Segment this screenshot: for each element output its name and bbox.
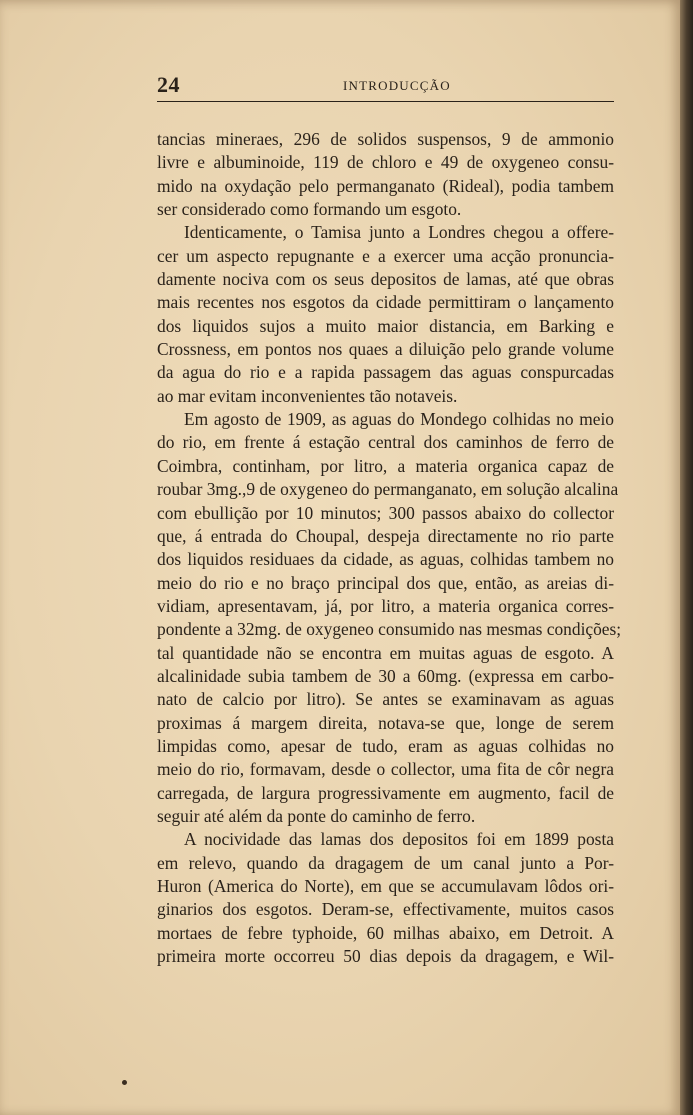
text-line: meio do rio, formavam, desde o collector, uma fita de côr negra bbox=[157, 759, 614, 780]
text-line: dos liquidos sujos a muito maior distancia, em Barking e bbox=[157, 315, 614, 336]
text-line: livre e albuminoide, 119 de chloro e 49 de oxygeneo consu- bbox=[157, 152, 614, 173]
text-line: ao mar evitam inconvenientes tão notaveis. bbox=[157, 385, 458, 406]
text-line: primeira morte occorreu 50 dias depois da dragagem, e Wil- bbox=[157, 946, 614, 967]
text-line: Em agosto de 1909, as aguas do Mondego colhidas no meio bbox=[184, 409, 614, 430]
text-line: Coimbra, continham, por litro, a materia organica capaz de bbox=[157, 455, 614, 476]
text-line: roubar 3mg.,9 de oxygeneo do permanganato, em solução alcalina bbox=[157, 479, 619, 500]
text-line: seguir até além da ponte do caminho de ferro. bbox=[157, 805, 476, 826]
text-line: da agua do rio e a rapida passagem das aguas conspurcadas bbox=[157, 362, 614, 383]
text-line: mais recentes nos esgotos da cidade permittiram o lançamento bbox=[157, 292, 614, 313]
header-rule bbox=[157, 101, 614, 102]
body-text bbox=[157, 128, 622, 968]
book-spine-edge bbox=[680, 0, 693, 1115]
text-line: meio do rio e no braço principal dos que, então, as areias di- bbox=[157, 572, 614, 593]
text-line: Huron (America do Norte), em que se accumulavam lôdos ori- bbox=[157, 876, 614, 896]
text-line: tancias mineraes, 296 de solidos suspensos, 9 de ammonio bbox=[157, 129, 614, 149]
page-number: 24 bbox=[157, 72, 180, 97]
text-line: em relevo, quando da dragagem de um canal junto a Por- bbox=[157, 852, 614, 873]
text-line: proximas á margem direita, notava-se que, longe de serem bbox=[157, 712, 614, 733]
text-line: dos liquidos residuaes da cidade, as aguas, colhidas tambem no bbox=[157, 549, 614, 570]
text-line: ser considerado como formando um esgoto. bbox=[157, 199, 462, 220]
text-line: alcalinidade subia tambem de 30 a 60mg. (expressa em carbo- bbox=[157, 665, 614, 686]
text-line: Crossness, em pontos nos quaes a diluição pelo grande volume bbox=[157, 339, 614, 360]
text-line: tal quantidade não se encontra em muitas aguas de esgoto. A bbox=[157, 642, 614, 663]
running-title: INTRODUCÇÃO bbox=[343, 78, 451, 93]
text-line: Identicamente, o Tamisa junto a Londres chegou a offere- bbox=[184, 222, 614, 243]
page-header bbox=[157, 72, 614, 100]
text-line: que, á entrada do Choupal, despeja directamente no rio parte bbox=[157, 525, 614, 546]
text-line: do rio, em frente á estação central dos caminhos de ferro de bbox=[157, 432, 614, 453]
text-line: damente nociva com os seus depositos de lamas, até que obras bbox=[157, 269, 614, 290]
text-line: ginarios dos esgotos. Deram-se, effectivamente, muitos casos bbox=[157, 899, 614, 920]
text-line: nato de calcio por litro). Se antes se examinavam as aguas bbox=[157, 689, 614, 710]
text-line: A nocividade das lamas dos depositos foi em 1899 posta bbox=[184, 829, 614, 850]
text-line: carregada, de largura progressivamente em augmento, facil de bbox=[157, 782, 614, 803]
text-line: vidiam, apresentavam, já, por litro, a materia organica corres- bbox=[157, 595, 614, 616]
text-line: limpidas como, apesar de tudo, eram as aguas colhidas no bbox=[157, 735, 614, 756]
text-line: com ebullição por 10 minutos; 300 passos abaixo do collector bbox=[157, 502, 614, 523]
text-line: pondente a 32mg. de oxygeneo consumido nas mesmas condições; bbox=[157, 619, 622, 640]
text-line: cer um aspecto repugnante e a exercer uma acção pronuncia- bbox=[157, 245, 614, 266]
paper-speck bbox=[122, 1080, 127, 1085]
text-line: mido na oxydação pelo permanganato (Rideal), podia tambem bbox=[157, 175, 614, 196]
text-line: mortaes de febre typhoide, 60 milhas abaixo, em Detroit. A bbox=[157, 922, 614, 943]
